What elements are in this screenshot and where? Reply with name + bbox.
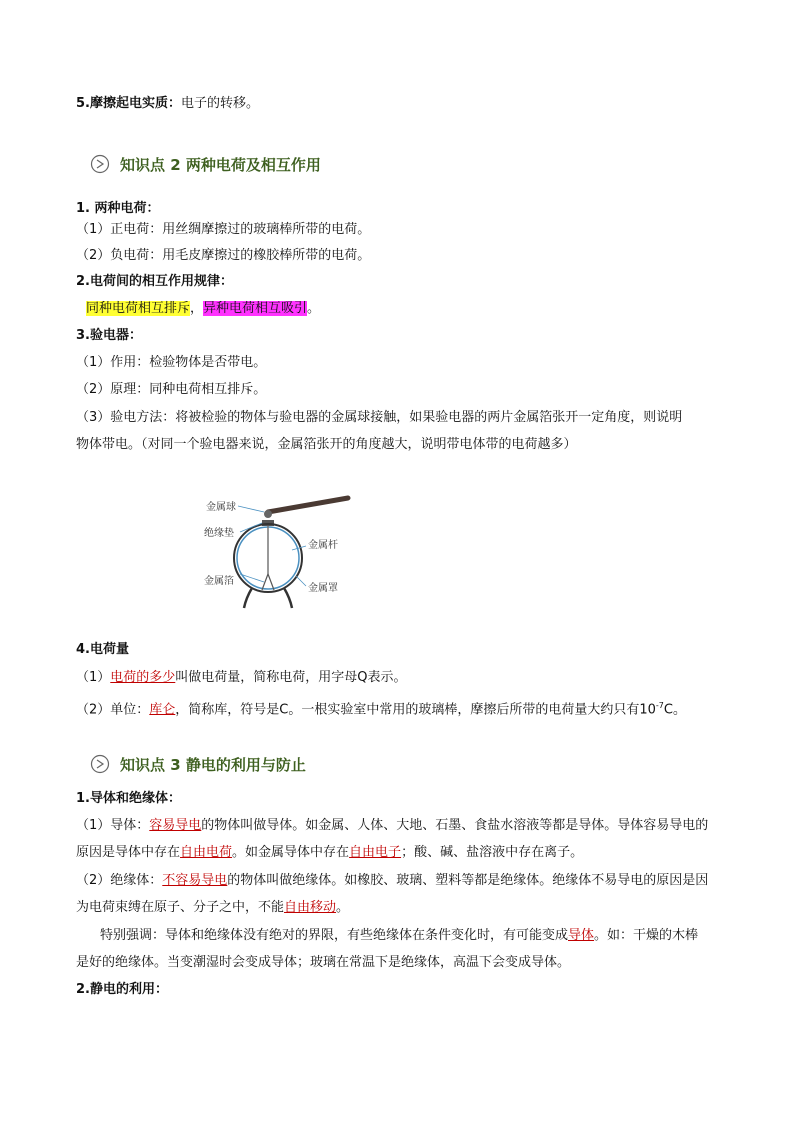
negative-charge-item: （2）负电荷：用毛皮摩擦过的橡胶棒所带的电荷。 — [76, 248, 371, 263]
answer-underline: 自由移动 — [284, 900, 337, 915]
charges-heading: 1. 两种电荷： — [76, 201, 160, 216]
item-text: 特别强调：导体和绝缘体没有绝对的界限，有些绝缘体在条件变化时，有可能变成 — [100, 928, 569, 943]
electroscope-function: （1）作用：检验物体是否带电。 — [76, 355, 267, 370]
charged-rod — [268, 498, 348, 512]
period: 。 — [307, 301, 321, 316]
item-text: 的物体叫做导体。如金属、人体、大地、石墨、食盐水溶液等都是导体。导体容易导电的 — [201, 818, 709, 833]
conductors-heading: 1.导体和绝缘体： — [76, 791, 181, 806]
answer-underline: 不容易导电 — [162, 873, 228, 888]
answer-underline: 电荷的多少 — [110, 670, 176, 685]
answer-underline: 自由电荷 — [180, 845, 233, 860]
static-use-heading: 2.静电的利用： — [76, 982, 168, 997]
section-title: 知识点 2 两种电荷及相互作用 — [120, 155, 321, 174]
item-end: C。 — [663, 702, 686, 718]
item-text: 。如金属导体中存在 — [232, 845, 350, 860]
answer-underline: 自由电子 — [349, 845, 402, 860]
item-text: ；酸、碱、盐溶液中存在离子。 — [401, 845, 584, 860]
item-prefix: （2）单位： — [76, 702, 150, 718]
interaction-rule — [86, 299, 736, 319]
answer-underline: 导体 — [568, 928, 595, 943]
exponent: -7 — [655, 701, 664, 710]
item-text: 电子的转移。 — [180, 96, 259, 111]
electroscope-principle: （2）原理：同种电荷相互排斥。 — [76, 382, 267, 397]
item-prefix: （1）导体： — [76, 818, 150, 833]
item-text: 为电荷束缚在原子、分子之中，不能 — [76, 900, 285, 915]
quantity-item1 — [76, 668, 726, 688]
electroscope-method-cont: 物体带电。（对同一个验电器来说，金属箔张开的角度越大，说明带电体带的电荷越多） — [76, 437, 577, 452]
highlight-like-charges: 同种电荷相互排斥 — [86, 301, 191, 316]
note-line2: 是好的绝缘体。当变潮湿时会变成导体；玻璃在常温下是绝缘体，高温下会变成导体。 — [76, 955, 571, 970]
electroscope-diagram — [196, 490, 356, 614]
highlight-unlike-charges: 异种电荷相互吸引 — [203, 301, 308, 316]
label-foil: 金属箔 — [204, 576, 234, 587]
insulator-line1 — [76, 871, 726, 891]
section-heading-kp2 — [90, 152, 321, 176]
metal-ball — [264, 510, 272, 518]
answer-underline: 容易导电 — [149, 818, 202, 833]
item-text: ，简称库，符号是C。一根实验室中常用的玻璃棒，摩擦后所带的电荷量大约只有10 — [175, 702, 656, 718]
label-pad: 绝缘垫 — [204, 528, 234, 539]
conductor-line2 — [76, 843, 726, 863]
interaction-rule-heading: 2.电荷间的相互作用规律： — [76, 274, 233, 289]
arrow-circle-icon — [90, 154, 110, 174]
answer-underline: 库仑 — [149, 702, 176, 718]
conductor-line1 — [76, 816, 726, 836]
electroscope-method: （3）验电方法：将被检验的物体与验电器的金属球接触，如果验电器的两片金属箔张开一定角度，则说明 — [76, 410, 683, 425]
quantity-heading: 4.电荷量 — [76, 642, 129, 657]
item-prefix: （2）绝缘体： — [76, 873, 163, 888]
item-text: 叫做电荷量，简称电荷，用字母Q表示。 — [175, 670, 407, 685]
item-text: 的物体叫做绝缘体。如橡胶、玻璃、塑料等都是绝缘体。绝缘体不易导电的原因是因 — [227, 873, 709, 888]
note-line1 — [100, 926, 750, 946]
positive-charge-item: （1）正电荷：用丝绸摩擦过的玻璃棒所带的电荷。 — [76, 222, 371, 237]
quantity-item2 — [76, 696, 726, 720]
item-prefix: （1） — [76, 670, 111, 685]
label-ball: 金属球 — [206, 502, 236, 513]
label-cover: 金属罩 — [308, 583, 338, 594]
item-text: 原因是导体中存在 — [76, 845, 181, 860]
section-title: 知识点 3 静电的利用与防止 — [120, 755, 306, 774]
insulator-line2 — [76, 898, 726, 918]
item-text: 。 — [336, 900, 350, 915]
item-label: 5.摩擦起电实质： — [76, 96, 181, 111]
paragraph-friction-essence — [76, 94, 726, 114]
label-rod: 金属杆 — [308, 540, 338, 551]
arrow-circle-icon — [90, 754, 110, 774]
section-heading-kp3 — [90, 752, 306, 776]
item-text: 。如：干燥的木棒 — [594, 928, 699, 943]
separator: ， — [190, 301, 204, 316]
electroscope-heading: 3.验电器： — [76, 328, 142, 343]
